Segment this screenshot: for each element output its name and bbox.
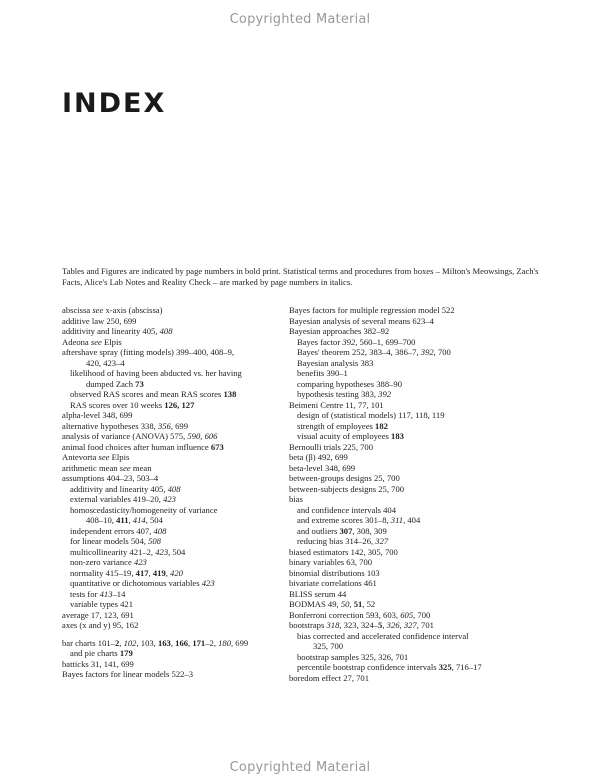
- index-entry: bivariate correlations 461: [289, 578, 377, 588]
- index-subentry: external variables 419–20, 423: [70, 494, 176, 504]
- index-column-left: [62, 305, 288, 680]
- index-entry: average 17, 123, 691: [62, 609, 134, 620]
- index-subentry: and outliers 307, 308, 309: [297, 525, 387, 536]
- index-subentry: strength of employees 182: [297, 420, 388, 431]
- index-subentry: normality 415–19, 417, 419, 420: [70, 567, 183, 578]
- index-entry: between-groups designs 25, 700: [289, 473, 400, 483]
- index-entry: biased estimators 142, 305, 700: [289, 546, 398, 557]
- index-subentry: 408–10, 411, 414, 504: [86, 515, 163, 525]
- index-entry: boredom effect 27, 701: [289, 672, 370, 683]
- index-subentry: 325, 700: [313, 641, 344, 651]
- index-intro-note: Tables and Figures are indicated by page numbers in bold print. Statistical terms and procedures from boxes – Milton's Meowsings, Zach's Facts, Alice's Lab Notes and Reality Check – are marked by page numbers in italics.: [62, 266, 539, 288]
- index-entry: beta (β) 492, 699: [289, 452, 348, 462]
- index-entry: BODMAS 49, 50, 51, 52: [289, 599, 376, 609]
- index-entry: Antevorta see Elpis: [62, 452, 130, 462]
- index-subentry: homoscedasticity/homogeneity of variance: [70, 504, 218, 515]
- index-subentry: reducing bias 314–26, 327: [297, 536, 389, 546]
- index-subentry: dumped Zach 73: [86, 378, 144, 389]
- index-entry: batticks 31, 141, 699: [62, 658, 134, 669]
- index-subentry: visual acuity of employees 183: [297, 431, 404, 441]
- index-entry: analysis of variance (ANOVA) 575, 590, 606: [62, 431, 218, 441]
- index-entry: animal food choices after human influence 673: [62, 441, 224, 452]
- index-subentry: bias corrected and accelerated confidence interval: [297, 630, 469, 641]
- index-subentry: Bayes factor 392, 560–1, 699–700: [297, 336, 416, 347]
- index-subentry: multicollinearity 421–2, 423, 504: [70, 546, 186, 557]
- index-entry: Bernoulli trials 225, 700: [289, 441, 374, 452]
- index-subentry: bootstrap samples 325, 326, 701: [297, 651, 409, 662]
- index-subentry: likelihood of having been abducted vs. her having: [70, 368, 242, 378]
- index-subentry: 420, 423–4: [86, 357, 125, 368]
- index-subentry: comparing hypotheses 388–90: [297, 378, 403, 389]
- copyright-watermark-bottom: Copyrighted Material: [229, 760, 371, 775]
- index-subentry: benefits 390–1: [297, 368, 348, 378]
- index-column-right: [289, 305, 515, 683]
- index-entry: abscissa see x-axis (abscissa): [62, 305, 163, 315]
- index-entry: binomial distributions 103: [289, 567, 380, 578]
- index-entry: bootstraps 318, 323, 324–5, 326, 327, 701: [289, 620, 434, 630]
- index-subentry: Bayesian analysis 383: [297, 357, 374, 368]
- index-entry: between-subjects designs 25, 700: [289, 483, 405, 494]
- index-entry: Beimeni Centre 11, 77, 101: [289, 399, 384, 410]
- index-subentry: non-zero variance 423: [70, 557, 147, 567]
- index-entry: assumptions 404–23, 503–4: [62, 473, 159, 483]
- index-entry: binary variables 63, 700: [289, 557, 373, 567]
- index-group-gap: [62, 631, 288, 638]
- index-entry: BLISS serum 44: [289, 588, 347, 599]
- index-subentry: quantitative or dichotomous variables 423: [70, 578, 215, 588]
- index-subentry: percentile bootstrap confidence intervals 325, 716–17: [297, 662, 482, 672]
- index-entry: additive law 250, 699: [62, 315, 137, 326]
- index-subentry: tests for 413–14: [70, 588, 126, 599]
- index-subentry: and extreme scores 301–8, 311, 404: [297, 515, 421, 525]
- index-entry: axes (x and y) 95, 162: [62, 620, 139, 630]
- index-subentry: and confidence intervals 404: [297, 504, 397, 515]
- index-subentry: for linear models 504, 508: [70, 536, 161, 546]
- index-subentry: variable types 421: [70, 599, 134, 609]
- index-entry: Adeona see Elpis: [62, 336, 122, 347]
- index-subentry: hypothesis testing 383, 392: [297, 389, 392, 399]
- index-entry: bar charts 101–2, 102, 103, 163, 166, 171–2, 180, 699: [62, 637, 249, 648]
- index-subentry: additivity and linearity 405, 408: [70, 483, 181, 494]
- index-entry: beta-level 348, 699: [289, 462, 356, 473]
- index-entry: alpha-level 348, 699: [62, 410, 133, 420]
- index-entry: arithmetic mean see mean: [62, 462, 152, 473]
- index-subentry: independent errors 407, 408: [70, 525, 167, 536]
- index-subentry: design of (statistical models) 117, 118, 119: [297, 410, 445, 420]
- index-entry: Bayes factors for multiple regression model 522: [289, 305, 455, 315]
- page-title: INDEX: [62, 88, 167, 119]
- index-entry: Bayes factors for linear models 522–3: [62, 669, 194, 679]
- index-entry: additivity and linearity 405, 408: [62, 326, 173, 336]
- index-entry: alternative hypotheses 338, 356, 699: [62, 420, 189, 431]
- index-subentry: Bayes' theorem 252, 383–4, 386–7, 392, 700: [297, 347, 451, 357]
- index-entry: Bonferroni correction 593, 603, 605, 700: [289, 609, 431, 620]
- index-subentry: RAS scores over 10 weeks 126, 127: [70, 399, 195, 410]
- index-entry: Bayesian approaches 382–92: [289, 326, 390, 336]
- index-subentry: observed RAS scores and mean RAS scores 138: [70, 389, 237, 399]
- index-entry: bias: [289, 494, 303, 504]
- copyright-watermark-top: Copyrighted Material: [229, 12, 371, 27]
- index-subentry: and pie charts 179: [70, 648, 133, 658]
- index-entry: Bayesian analysis of several means 623–4: [289, 315, 434, 326]
- index-entry: aftershave spray (fitting models) 399–400, 408–9,: [62, 347, 235, 357]
